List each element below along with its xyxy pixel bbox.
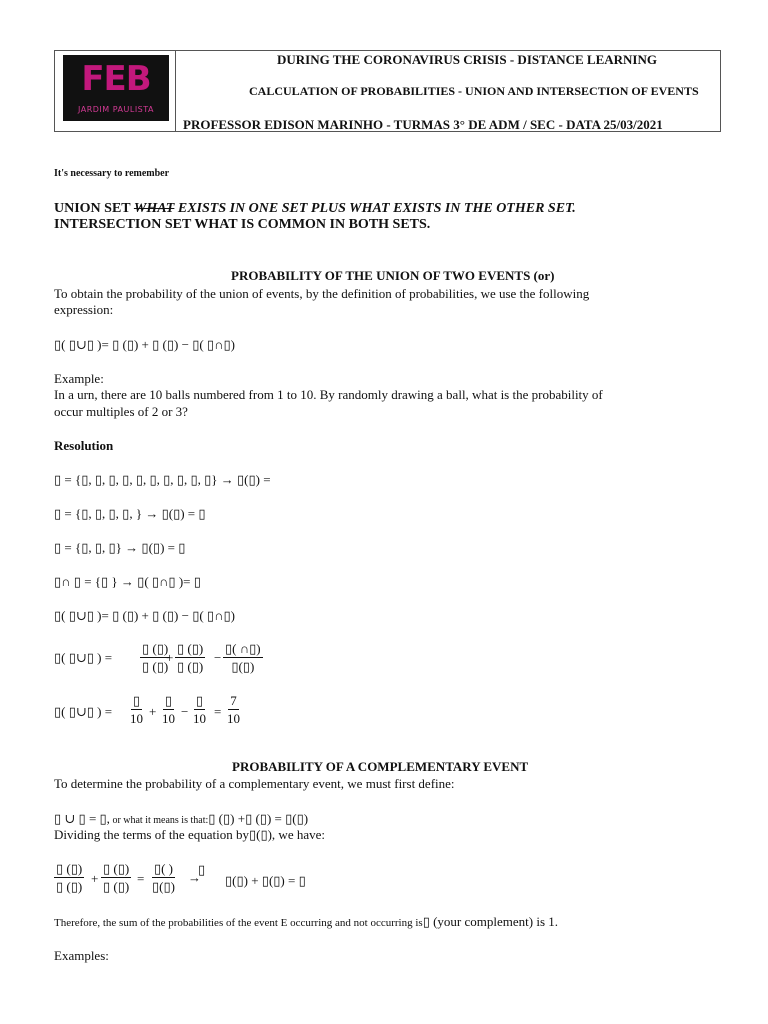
res7-frac3-num: ▯ [195,693,204,708]
remember-note: It's necessary to remember [54,168,170,179]
header-subtitle: CALCULATION OF PROBABILITIES - UNION AND INTERSECTION OF EVENTS [249,84,699,98]
resolution-intersection: ▯∩ ▯ = {▯ } → ▯( ▯∩▯ )= ▯ [54,574,201,589]
example-line1: In a urn, there are 10 balls numbered from 1 to 10. By randomly drawing a ball, what is the probability of [54,387,603,402]
res6-frac1-num: ▯ (▯) [142,641,169,656]
res7-fraction-1 [128,694,145,725]
res7-frac2-den: 10 [162,711,175,726]
complement-def-math2: ▯ (▯) +▯ (▯) = ▯(▯) [208,811,309,826]
res7-fraction-3 [191,694,208,725]
res6-fraction-3 [223,642,263,673]
complement-heading: PROBABILITY OF A COMPLEMENTARY EVENT [232,759,529,774]
res6-frac3-num: ▯( ∩▯) [225,641,261,656]
res7-frac2-num: ▯ [164,693,173,708]
union-heading: PROBABILITY OF THE UNION OF TWO EVENTS (or) [231,268,555,283]
intersection-definition: INTERSECTION SET WHAT IS COMMON IN BOTH SETS. [54,217,431,232]
complement-intro: To determine the probability of a complementary event, we must first define: [54,776,455,791]
header-divider [175,51,176,131]
complement-definition-line [54,811,308,827]
resolution-union-formula: ▯( ▯∪▯ )= ▯ (▯) + ▯ (▯) − ▯( ▯∩▯) [54,608,235,623]
arrow-icon: → [188,870,201,885]
comp-fraction-2 [101,862,131,893]
resolution-sample-space: ▯ = {▯, ▯, ▯, ▯, ▯, ▯, ▯, ▯, ▯, ▯} → ▯(▯) = [54,472,271,487]
example-line2: occur multiples of 2 or 3? [54,404,188,419]
minus-sign: − [214,650,222,665]
res7-fraction-2 [160,694,177,725]
comp-frac1-num: ▯ (▯) [56,861,83,876]
union-def-strike: WHAT [133,201,175,216]
comp-frac3-num: ▯( ) [153,861,174,876]
plus-sign: + [149,704,157,719]
minus-sign: − [181,704,189,719]
therefore-line [54,914,558,930]
res6-lhs: ▯( ▯∪▯ ) = [54,650,113,665]
plus-sign: + [166,650,174,665]
union-definition [54,201,576,217]
comp-frac4-num: ▯ [198,862,206,877]
res6-frac2-num: ▯ (▯) [177,641,204,656]
res7-frac4-num: 7 [230,693,237,708]
union-intro-line2: expression: [54,302,114,317]
comp-frac2-num: ▯ (▯) [103,861,130,876]
res6-frac2-den: ▯ (▯) [177,659,204,674]
therefore-prefix: Therefore, the sum of the probabilities of the event E occurring and not occurring is [54,917,423,929]
resolution-set-a: ▯ = {▯, ▯, ▯, ▯, } → ▯(▯) = ▯ [54,506,206,521]
res7-lhs: ▯( ▯∪▯ ) = [54,704,113,719]
examples-label: Examples: [54,948,109,963]
example-label: Example: [54,371,104,386]
comp-frac1-den: ▯ (▯) [56,879,83,894]
school-logo [63,55,169,121]
equals-sign: = [214,704,222,719]
logo-mark: FEB [81,59,151,99]
res7-frac1-num: ▯ [132,693,141,708]
complement-def-math: ▯ ∪ ▯ = ▯, [54,811,110,826]
res7-fraction-result [225,694,242,725]
res7-frac1-den: 10 [130,711,143,726]
res6-frac1-den: ▯ (▯) [142,659,169,674]
equals-sign: = [137,871,145,886]
therefore-suffix: ▯ (your complement) is 1. [422,914,559,929]
comp-fraction-3 [150,862,177,893]
header-box [54,50,721,132]
comp-frac2-den: ▯ (▯) [103,879,130,894]
plus-sign: + [91,871,99,886]
header-title: DURING THE CORONAVIRUS CRISIS - DISTANCE LEARNING [277,52,657,67]
res6-fraction-2 [175,642,205,673]
union-formula: ▯( ▯∪▯ )= ▯ (▯) + ▯ (▯) − ▯( ▯∩▯) [54,337,235,352]
comp-fraction-1 [54,862,84,893]
header-professor-line: PROFESSOR EDISON MARINHO - TURMAS 3° DE ADM / SEC - DATA 25/03/2021 [183,117,663,132]
complement-result: ▯(▯) + ▯(▯) = ▯ [225,873,306,888]
res6-frac3-den: ▯(▯) [231,659,255,674]
union-intro-line1: To obtain the probability of the union of events, by the definition of probabilities, we use the following [54,286,590,301]
union-def-rest: EXISTS IN ONE SET PLUS WHAT EXISTS IN THE OTHER SET. [174,201,576,216]
complement-dividing-line: Dividing the terms of the equation by▯(▯), we have: [54,827,325,842]
union-def-prefix: UNION SET [54,201,134,216]
res7-frac4-den: 10 [227,711,240,726]
logo-subtitle: JARDIM PAULISTA [78,105,154,114]
resolution-set-b: ▯ = {▯, ▯, ▯} → ▯(▯) = ▯ [54,540,186,555]
complement-def-text: or what it means is that: [109,815,209,826]
res7-frac3-den: 10 [193,711,206,726]
resolution-label: Resolution [54,438,114,453]
comp-frac3-den: ▯(▯) [152,879,175,894]
